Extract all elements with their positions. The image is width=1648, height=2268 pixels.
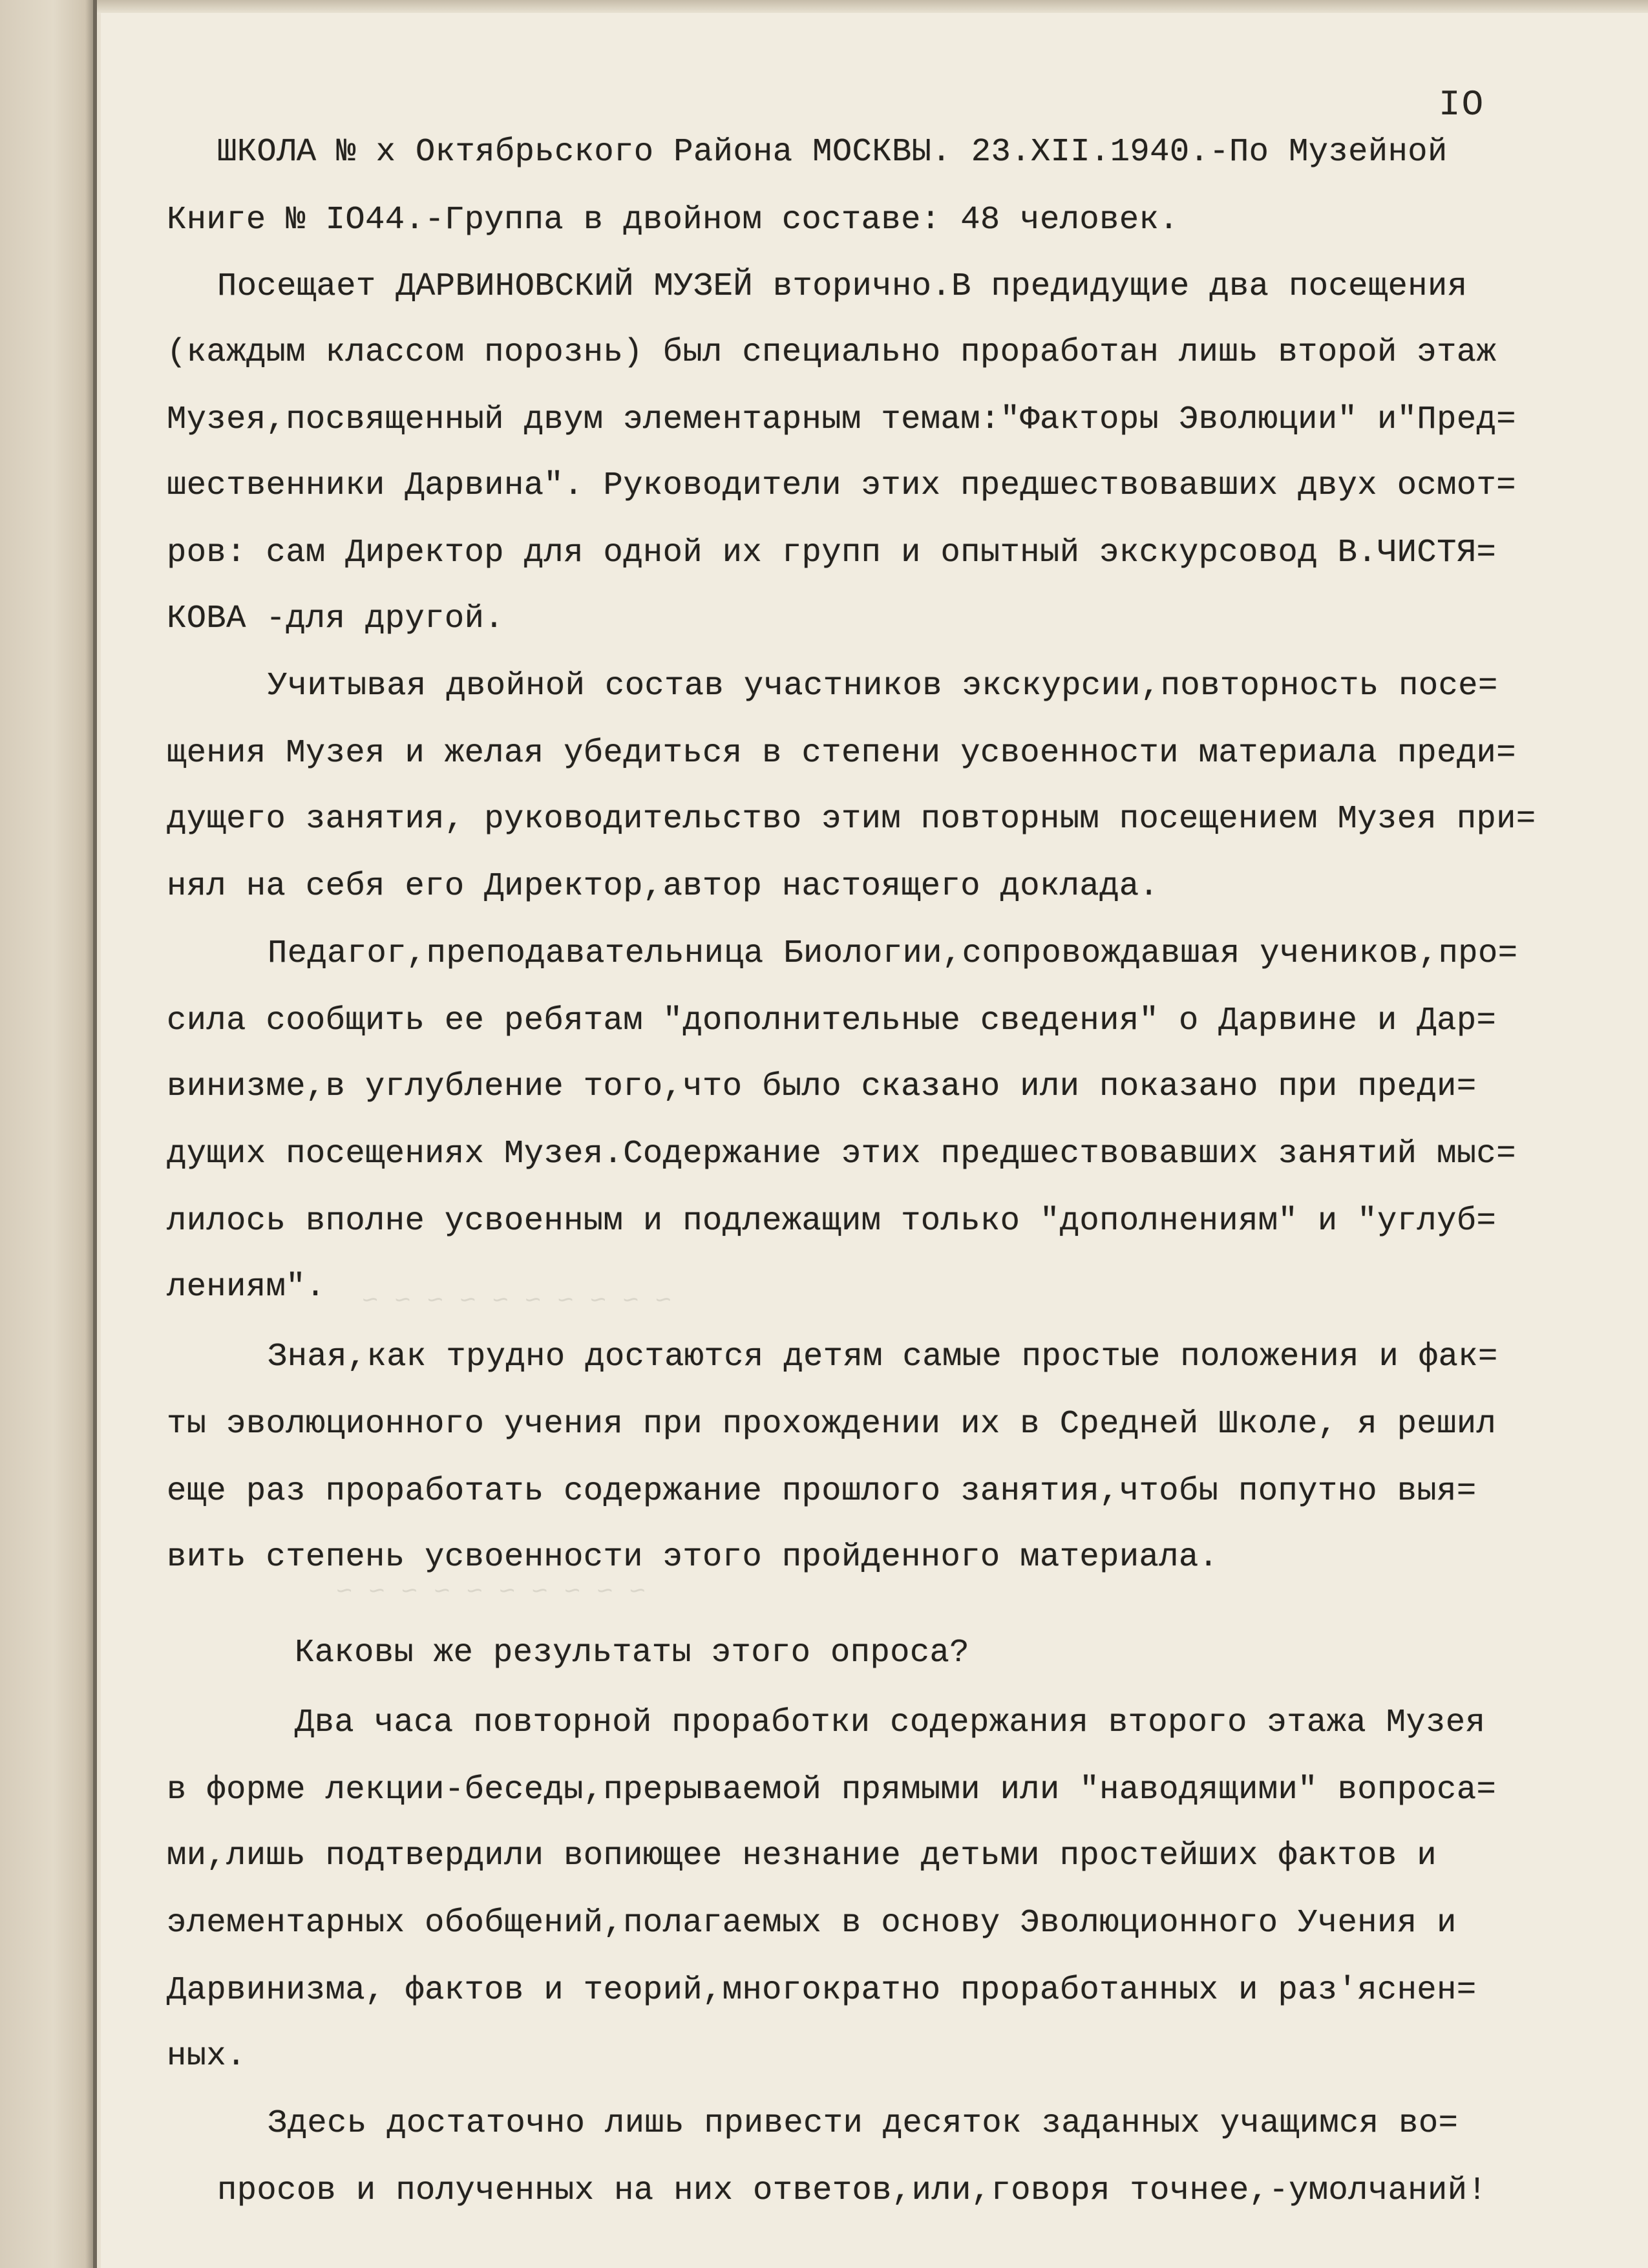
page-number: IO — [1439, 84, 1485, 125]
text-line: ров: сам Директор для одной их групп и опытный экскурсовод В.ЧИСТЯ= — [167, 535, 1497, 571]
text-line: ШКОЛА № х Октябрьского Района МОСКВЫ. 23.XII.1940.-По Музейной — [217, 134, 1448, 171]
text-line: ных. — [167, 2038, 246, 2075]
text-line: сила сообщить ее ребятам "дополнительные сведения" о Дарвине и Дар= — [167, 1002, 1497, 1039]
text-line: Здесь достаточно лишь привести десяток заданных учащимся во= — [268, 2105, 1459, 2142]
text-line: щения Музея и желая убедиться в степени усвоенности материала преди= — [167, 735, 1516, 772]
show-through-text: ~ ~ ~ ~ ~ ~ ~ ~ ~ ~ — [362, 1286, 671, 1317]
text-line: Педагог,преподавательница Биологии,сопровождавшая учеников,про= — [268, 935, 1518, 972]
text-line: Каковы же результаты этого опроса? — [295, 1635, 969, 1671]
text-line: Посещает ДАРВИНОВСКИЙ МУЗЕЙ вторично.В предидущие два посещения — [217, 268, 1468, 305]
text-line: еще раз проработать содержание прошлого занятия,чтобы попутно выя= — [167, 1473, 1477, 1510]
text-line: Зная,как трудно достаются детям самые простые положения и фак= — [268, 1339, 1498, 1375]
show-through-text: ~ ~ ~ ~ ~ ~ ~ ~ ~ ~ — [336, 1577, 646, 1608]
text-line: Два часа повторной проработки содержания второго этажа Музея — [295, 1704, 1486, 1741]
text-line: Учитывая двойной состав участников экскурсии,повторность посе= — [268, 668, 1498, 705]
text-line: Книге № IO44.-Группа в двойном составе: 48 человек. — [167, 202, 1179, 238]
text-line: шественники Дарвина". Руководители этих предшествовавших двух осмот= — [167, 467, 1516, 504]
text-line: ты эволюционного учения при прохождении их в Средней Школе, я решил — [167, 1406, 1497, 1443]
text-line: Дарвинизма, фактов и теорий,многократно проработанных и раз'яснен= — [167, 1972, 1477, 2009]
text-line: Музея,посвященный двум элементарным темам:"Факторы Эволюции" и"Пред= — [167, 401, 1516, 438]
text-line: КОВА -для другой. — [167, 600, 504, 637]
text-line: дущего занятия, руководительство этим повторным посещением Музея при= — [167, 801, 1536, 838]
text-line: дущих посещениях Музея.Содержание этих предшествовавших занятий мыс= — [167, 1136, 1516, 1172]
text-line: нял на себя его Директор,автор настоящего доклада. — [167, 868, 1159, 905]
text-line: винизме,в углубление того,что было сказано или показано при преди= — [167, 1068, 1477, 1105]
text-line: лениям". — [167, 1269, 326, 1306]
text-line: в форме лекции-беседы,прерываемой прямыми или "наводящими" вопроса= — [167, 1772, 1497, 1808]
text-line: элементарных обобщений,полагаемых в основу Эволюционного Учения и — [167, 1905, 1457, 1942]
text-line: вить степень усвоенности этого пройденного материала. — [167, 1539, 1219, 1576]
text-line: лилось вполне усвоенным и подлежащим только "дополнениям" и "углуб= — [167, 1203, 1497, 1240]
text-line: ми,лишь подтвердили вопиющее незнание детьми простейших фактов и — [167, 1838, 1437, 1874]
text-line: (каждым классом порознь) был специально проработан лишь второй этаж — [167, 334, 1497, 371]
text-line: просов и полученных на них ответов,или,говоря точнее,-умолчаний! — [217, 2172, 1488, 2209]
